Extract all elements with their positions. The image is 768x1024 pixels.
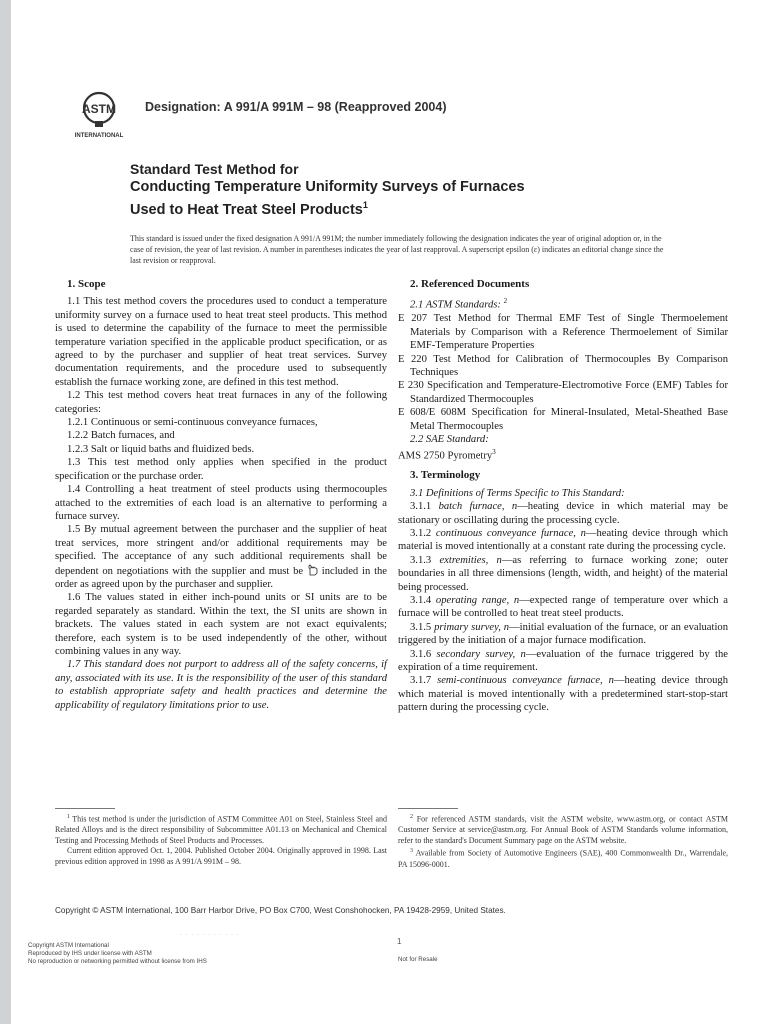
- viewer-left-border: [0, 0, 11, 1024]
- reference-e230: E 230 Specification and Temperature-Electromotive Force (EMF) Tables for Standardized Thermocouples: [398, 380, 728, 405]
- paragraph-1-2-2: 1.2.2 Batch furnaces, and: [67, 430, 175, 442]
- paragraph-1-2-3: 1.2.3 Salt or liquid baths and fluidized beds.: [67, 443, 255, 455]
- page-number: 1: [397, 937, 402, 946]
- paragraph-1-1: 1.1 This test method covers the procedures used to conduct a temperature uniformity survey on a furnace used to heat treat steel products. This method is used to determine the capability of the furnace to meet the permissible temperature variation specified in the applicable product specification, or as agreed to by the purchaser and supplier of heat treat services. Survey documentation requirements, and the procedure used to subsequently establish the furnace working zone, are defined in this test method.: [55, 296, 387, 388]
- astm-logo-icon: [60, 88, 138, 140]
- document-header: [60, 88, 720, 138]
- footnote-3: $^3$ Available from Society of Automotive Engineers (SAE), 400 Commonwealth Dr., Warrendale, PA 15096-0001.: [398, 848, 729, 869]
- footnotes-left: [55, 808, 387, 868]
- definition-3-1-3: 3.1.3 extremities, n—as referring to furnace working zone; outer boundaries in all three dimensions (length, width, and height) of the material being processed.: [398, 554, 729, 593]
- separator-dots: · · · · · · · · · · ·: [180, 932, 240, 938]
- reference-e207: E 207 Test Method for Thermal EMF Test of Single Thermoelement Materials by Comparison with a Reference Thermoelement of Similar EMF-Temperature Properties: [398, 313, 728, 352]
- paragraph-1-2-1: 1.2.1 Continuous or semi-continuous conveyance furnaces,: [67, 417, 318, 429]
- footnotes-right: [398, 808, 728, 870]
- reference-e220: E 220 Test Method for Calibration of Thermocouples By Comparison Techniques: [398, 353, 728, 378]
- issue-note: This standard is issued under the fixed designation A 991/A 991M; the number immediately following the designation indicates the year of original adoption or, in the case of revision, the year of last revision. A number in parentheses indicates the year of last reapproval. A superscript epsilon (ε) indicates an editorial change since the last revision or reapproval.: [130, 234, 664, 265]
- paragraph-1-5: 1.5 By mutual agreement between the purchaser and the supplier of heat treat services, more stringent and/or additional requirements may be specified. The acceptance of any such additional requirements shall be dependent on negotiations with the supplier and must be included in the order as agreed upon by the purchaser and supplier.: [55, 524, 388, 590]
- definition-3-1-6: 3.1.6 secondary survey, n—evaluation of the furnace triggered by the expiration of a time requirement.: [398, 648, 728, 674]
- title-line-3: Used to Heat Treat Steel Products$^1$: [130, 200, 368, 218]
- paragraph-2-2: 2.2 SAE Standard:: [410, 434, 489, 445]
- definition-3-1-2: 3.1.2 continuous conveyance furnace, n—heating device through which material is moved intentionally at a constant rate during the processing cycle.: [398, 527, 728, 553]
- paragraph-1-7: 1.7 This standard does not purport to address all of the safety concerns, if any, associated with its use. It is the responsibility of the user of this standard to establish appropriate safety and health practices and determine the applicability of regulatory limitations prior to use.: [55, 659, 387, 711]
- svg-text:ASTM: ASTM: [82, 102, 116, 116]
- definition-3-1-4: 3.1.4 operating range, n—expected range of temperature over which a furnace will be controlled to heat treat steel products.: [398, 595, 729, 620]
- definition-3-1-1: 3.1.1 batch furnace, n—heating device in which material may be stationary or oscillating during the processing cycle.: [398, 501, 728, 526]
- definition-3-1-5: 3.1.5 primary survey, n—initial evaluation of the furnace, or an evaluation triggered by the initiation of a major furnace modification.: [398, 621, 728, 647]
- definition-3-1-7: 3.1.7 semi-continuous conveyance furnace, n—heating device through which material is moved intentionally with a predetermined start-stop-start pattern during the processing cycle.: [398, 675, 729, 714]
- not-for-resale: Not for Resale: [398, 956, 438, 963]
- section-heading-scope: 1. Scope: [67, 278, 106, 290]
- footnote-1: $^1$ This test method is under the jurisdiction of ASTM Committee A01 on Steel, Stainless Steel and Related Alloys and is the direct responsibility of Subcommittee A01.13 on Mechanical and Chemical Testing and Processing Methods of Steel Products and Processes.: [55, 814, 387, 845]
- title-line-2: Conducting Temperature Uniformity Surveys of Furnaces: [130, 179, 525, 195]
- section-heading-referenced-documents: 2. Referenced Documents: [410, 278, 530, 290]
- license-notice: Copyright ASTM International Reproduced by IHS under license with ASTM No reproduction or networking permitted without license from IHS: [28, 942, 207, 965]
- paragraph-1-4: 1.4 Controlling a heat treatment of steel products using thermocouples attached to the extremities of each load is an alternative to performing a furnace survey.: [55, 484, 387, 522]
- reference-e608: E 608/E 608M Specification for Mineral-Insulated, Metal-Sheathed Base Metal Thermocouples: [398, 407, 728, 432]
- section-heading-terminology: 3. Terminology: [410, 469, 481, 482]
- paragraph-1-3: 1.3 This test method only applies when specified in the product specification or the purchase order.: [55, 457, 387, 482]
- paragraph-1-6: 1.6 The values stated in either inch-pound units or SI units are to be regarded separately as standard. Within the text, the SI units are shown in brackets. The values stated in each system are not exact equivalents; therefore, each system is to be used independently of the other, without combining values in any way.: [55, 592, 387, 657]
- footnote-rule: [398, 808, 458, 809]
- left-column: [55, 278, 387, 712]
- footnote-rule: [55, 808, 115, 809]
- reference-ams2750: AMS 2750 Pyrometry$^3$: [398, 448, 496, 462]
- designation: Designation: A 991/A 991M – 98 (Reapproved 2004): [145, 100, 447, 114]
- paragraph-3-1: 3.1 Definitions of Terms Specific to This Standard:: [410, 487, 625, 499]
- paragraph-2-1: 2.1 ASTM Standards: $^2$: [410, 297, 508, 311]
- hand-cursor-icon: [307, 564, 318, 576]
- footnote-1-edition: Current edition approved Oct. 1, 2004. Published October 2004. Originally approved in 1998. Last previous edition approved in 1998 as A 991/A 991M – 98.: [55, 846, 387, 867]
- title-line-1: Standard Test Method for: [130, 161, 299, 177]
- document-title: [130, 160, 670, 219]
- right-column: [398, 278, 728, 715]
- copyright-line: Copyright © ASTM International, 100 Barr Harbor Drive, PO Box C700, West Conshohocken, PA 19428-2959, United States.: [55, 906, 506, 915]
- footnote-2: $^2$ For referenced ASTM standards, visit the ASTM website, www.astm.org, or contact ASTM Customer Service at service@astm.org. For Annual Book of ASTM Standards volume information, refer to the standard's Document Summary page on the ASTM website.: [398, 814, 729, 845]
- svg-text:INTERNATIONAL: INTERNATIONAL: [74, 133, 124, 139]
- title-footnote-mark: 1: [362, 200, 368, 210]
- paragraph-1-2: 1.2 This test method covers heat treat furnaces in any of the following categories:: [55, 390, 387, 415]
